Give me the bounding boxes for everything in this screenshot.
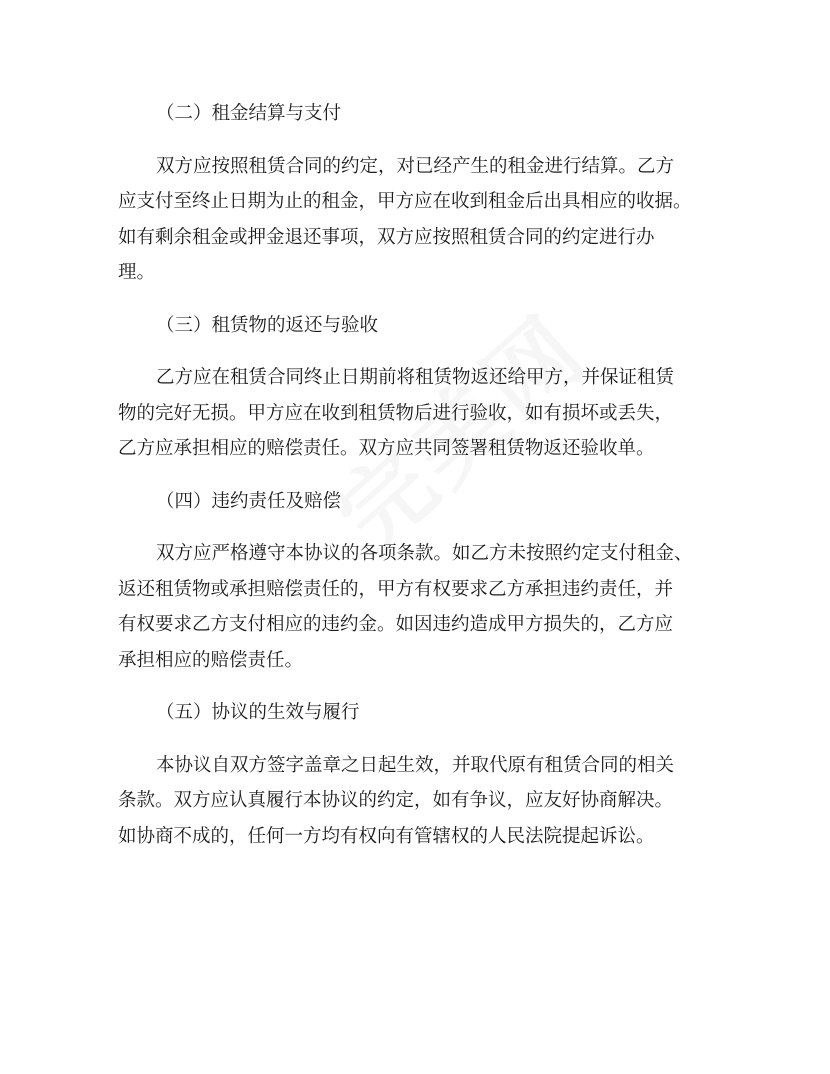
paragraph-line: 理。: [118, 262, 156, 283]
paragraph-line: 返还租赁物或承担赔偿责任的，甲方有权要求乙方承担违约责任，并: [118, 578, 674, 600]
paragraph-line: 双方应按照租赁合同的约定，对已经产生的租金进行结算。乙方: [156, 155, 675, 177]
paragraph-line: 承担相应的赔偿责任。: [118, 649, 304, 671]
paragraph-effectiveness: [118, 748, 728, 855]
paragraph-breach-liability: [118, 536, 728, 678]
paragraph-line: 乙方应承担相应的赔偿责任。双方应共同签署租赁物返还验收单。: [118, 438, 655, 459]
document-body: [118, 96, 728, 854]
paragraph-return-inspection: [118, 360, 728, 467]
section-heading-effectiveness: （五）协议的生效与履行: [156, 702, 360, 723]
paragraph-line: 物的完好无损。甲方应在收到租赁物后进行验收，如有损坏或丢失，: [118, 402, 674, 424]
paragraph-line: 本协议自双方签字盖章之日起生效，并取代原有租赁合同的相关: [156, 754, 675, 776]
paragraph-line: 如有剩余租金或押金退还事项，双方应按照租赁合同的约定进行办: [118, 226, 655, 248]
paragraph-line: 如协商不成的，任何一方均有权向有管辖权的人民法院提起诉讼。: [118, 825, 655, 847]
section-heading-breach-liability: （四）违约责任及赔偿: [156, 490, 342, 512]
section-heading-return-inspection: （三）租赁物的返还与验收: [156, 314, 379, 336]
paragraph-rent-settlement: [118, 149, 728, 291]
section-heading-rent-settlement: （二）租金结算与支付: [156, 103, 342, 124]
paragraph-line: 双方应严格遵守本协议的各项条款。如乙方未按照约定支付租金、: [156, 543, 693, 564]
paragraph-line: 有权要求乙方支付相应的违约金。如因违约造成甲方损失的，乙方应: [118, 614, 674, 635]
paragraph-line: 应支付至终止日期为止的租金，甲方应在收到租金后出具相应的收据。: [118, 191, 692, 212]
paragraph-line: 乙方应在租赁合同终止日期前将租赁物返还给甲方，并保证租赁: [156, 367, 675, 388]
paragraph-line: 条款。双方应认真履行本协议的约定，如有争议，应友好协商解决。: [118, 790, 674, 811]
